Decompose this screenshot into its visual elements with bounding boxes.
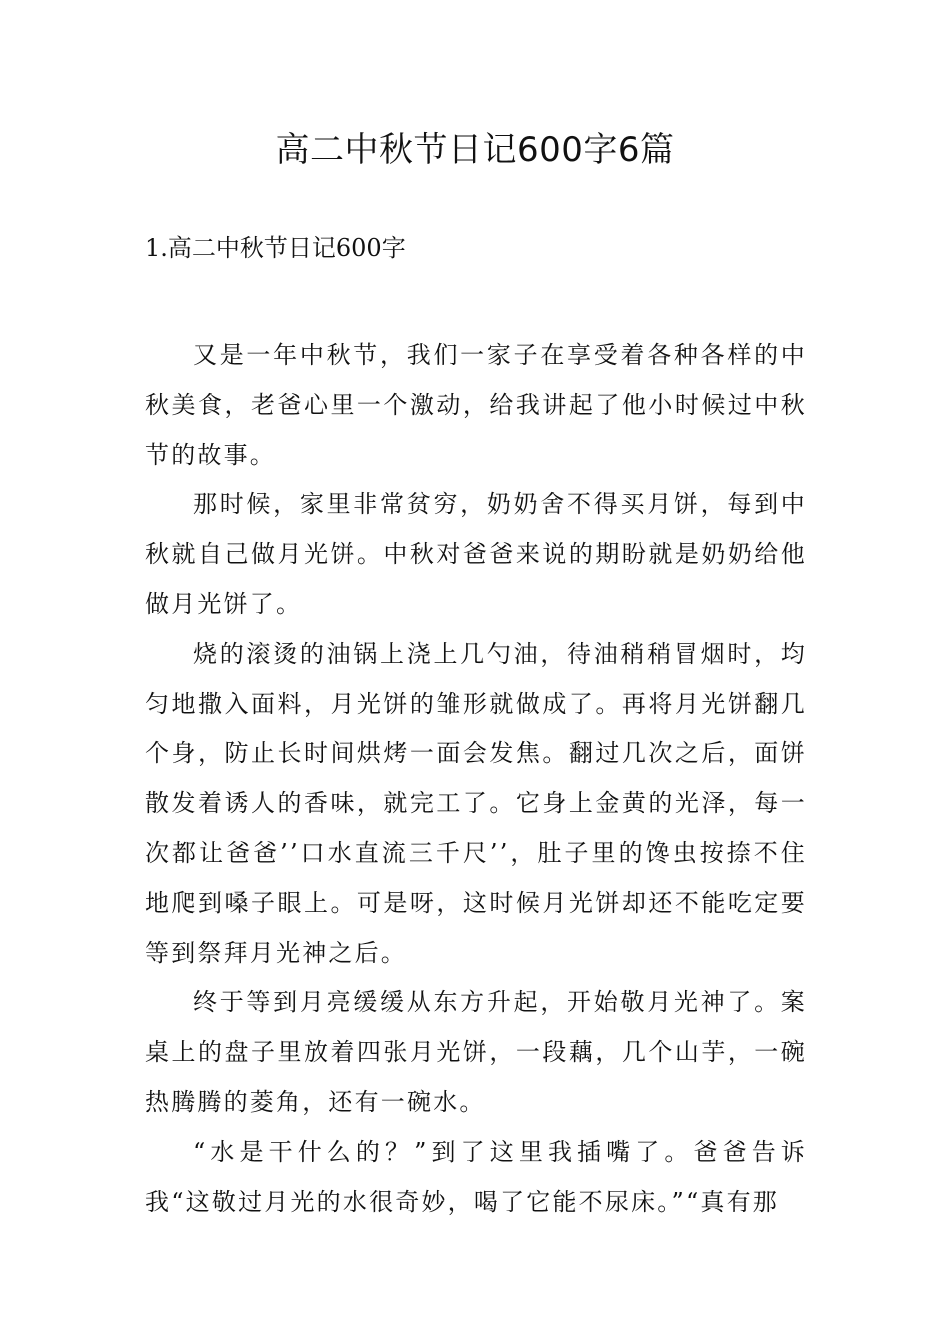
body-text [145,331,807,1227]
paragraph: 烧的滚烫的油锅上浇上几勺油，待油稍稍冒烟时，均匀地撒入面料，月光饼的雏形就做成了。再将月光饼翻几个身，防止长时间烘烤一面会发焦。翻过几次之后，面饼散发着诱人的香味，就完工了。它身上金黄的光泽，每一次都让爸爸’’口水直流三千尺’’，肚子里的馋虫按捺不住地爬到嗓子眼上。可是呀，这时候月光饼却还不能吃定要等到祭拜月光神之后。 [145,639,807,967]
section-heading: 1.高二中秋节日记600字 [145,234,406,262]
paragraph: “水是干什么的？”到了这里我插嘴了。爸爸告诉我“这敬过月光的水很奇妙，喝了它能不尿床。”“真有那 [145,1137,807,1216]
paragraph: 那时候，家里非常贫穷，奶奶舍不得买月饼，每到中秋就自己做月光饼。中秋对爸爸来说的期盼就是奶奶给他做月光饼了。 [145,490,807,618]
paragraph: 终于等到月亮缓缓从东方升起，开始敬月光神了。案桌上的盘子里放着四张月光饼，一段藕，几个山芋，一碗热腾腾的菱角，还有一碗水。 [145,988,807,1116]
document-title: 高二中秋节日记600字6篇 [275,130,675,170]
paragraph: 又是一年中秋节，我们一家子在享受着各种各样的中秋美食，老爸心里一个激动，给我讲起了他小时候过中秋节的故事。 [145,341,807,469]
